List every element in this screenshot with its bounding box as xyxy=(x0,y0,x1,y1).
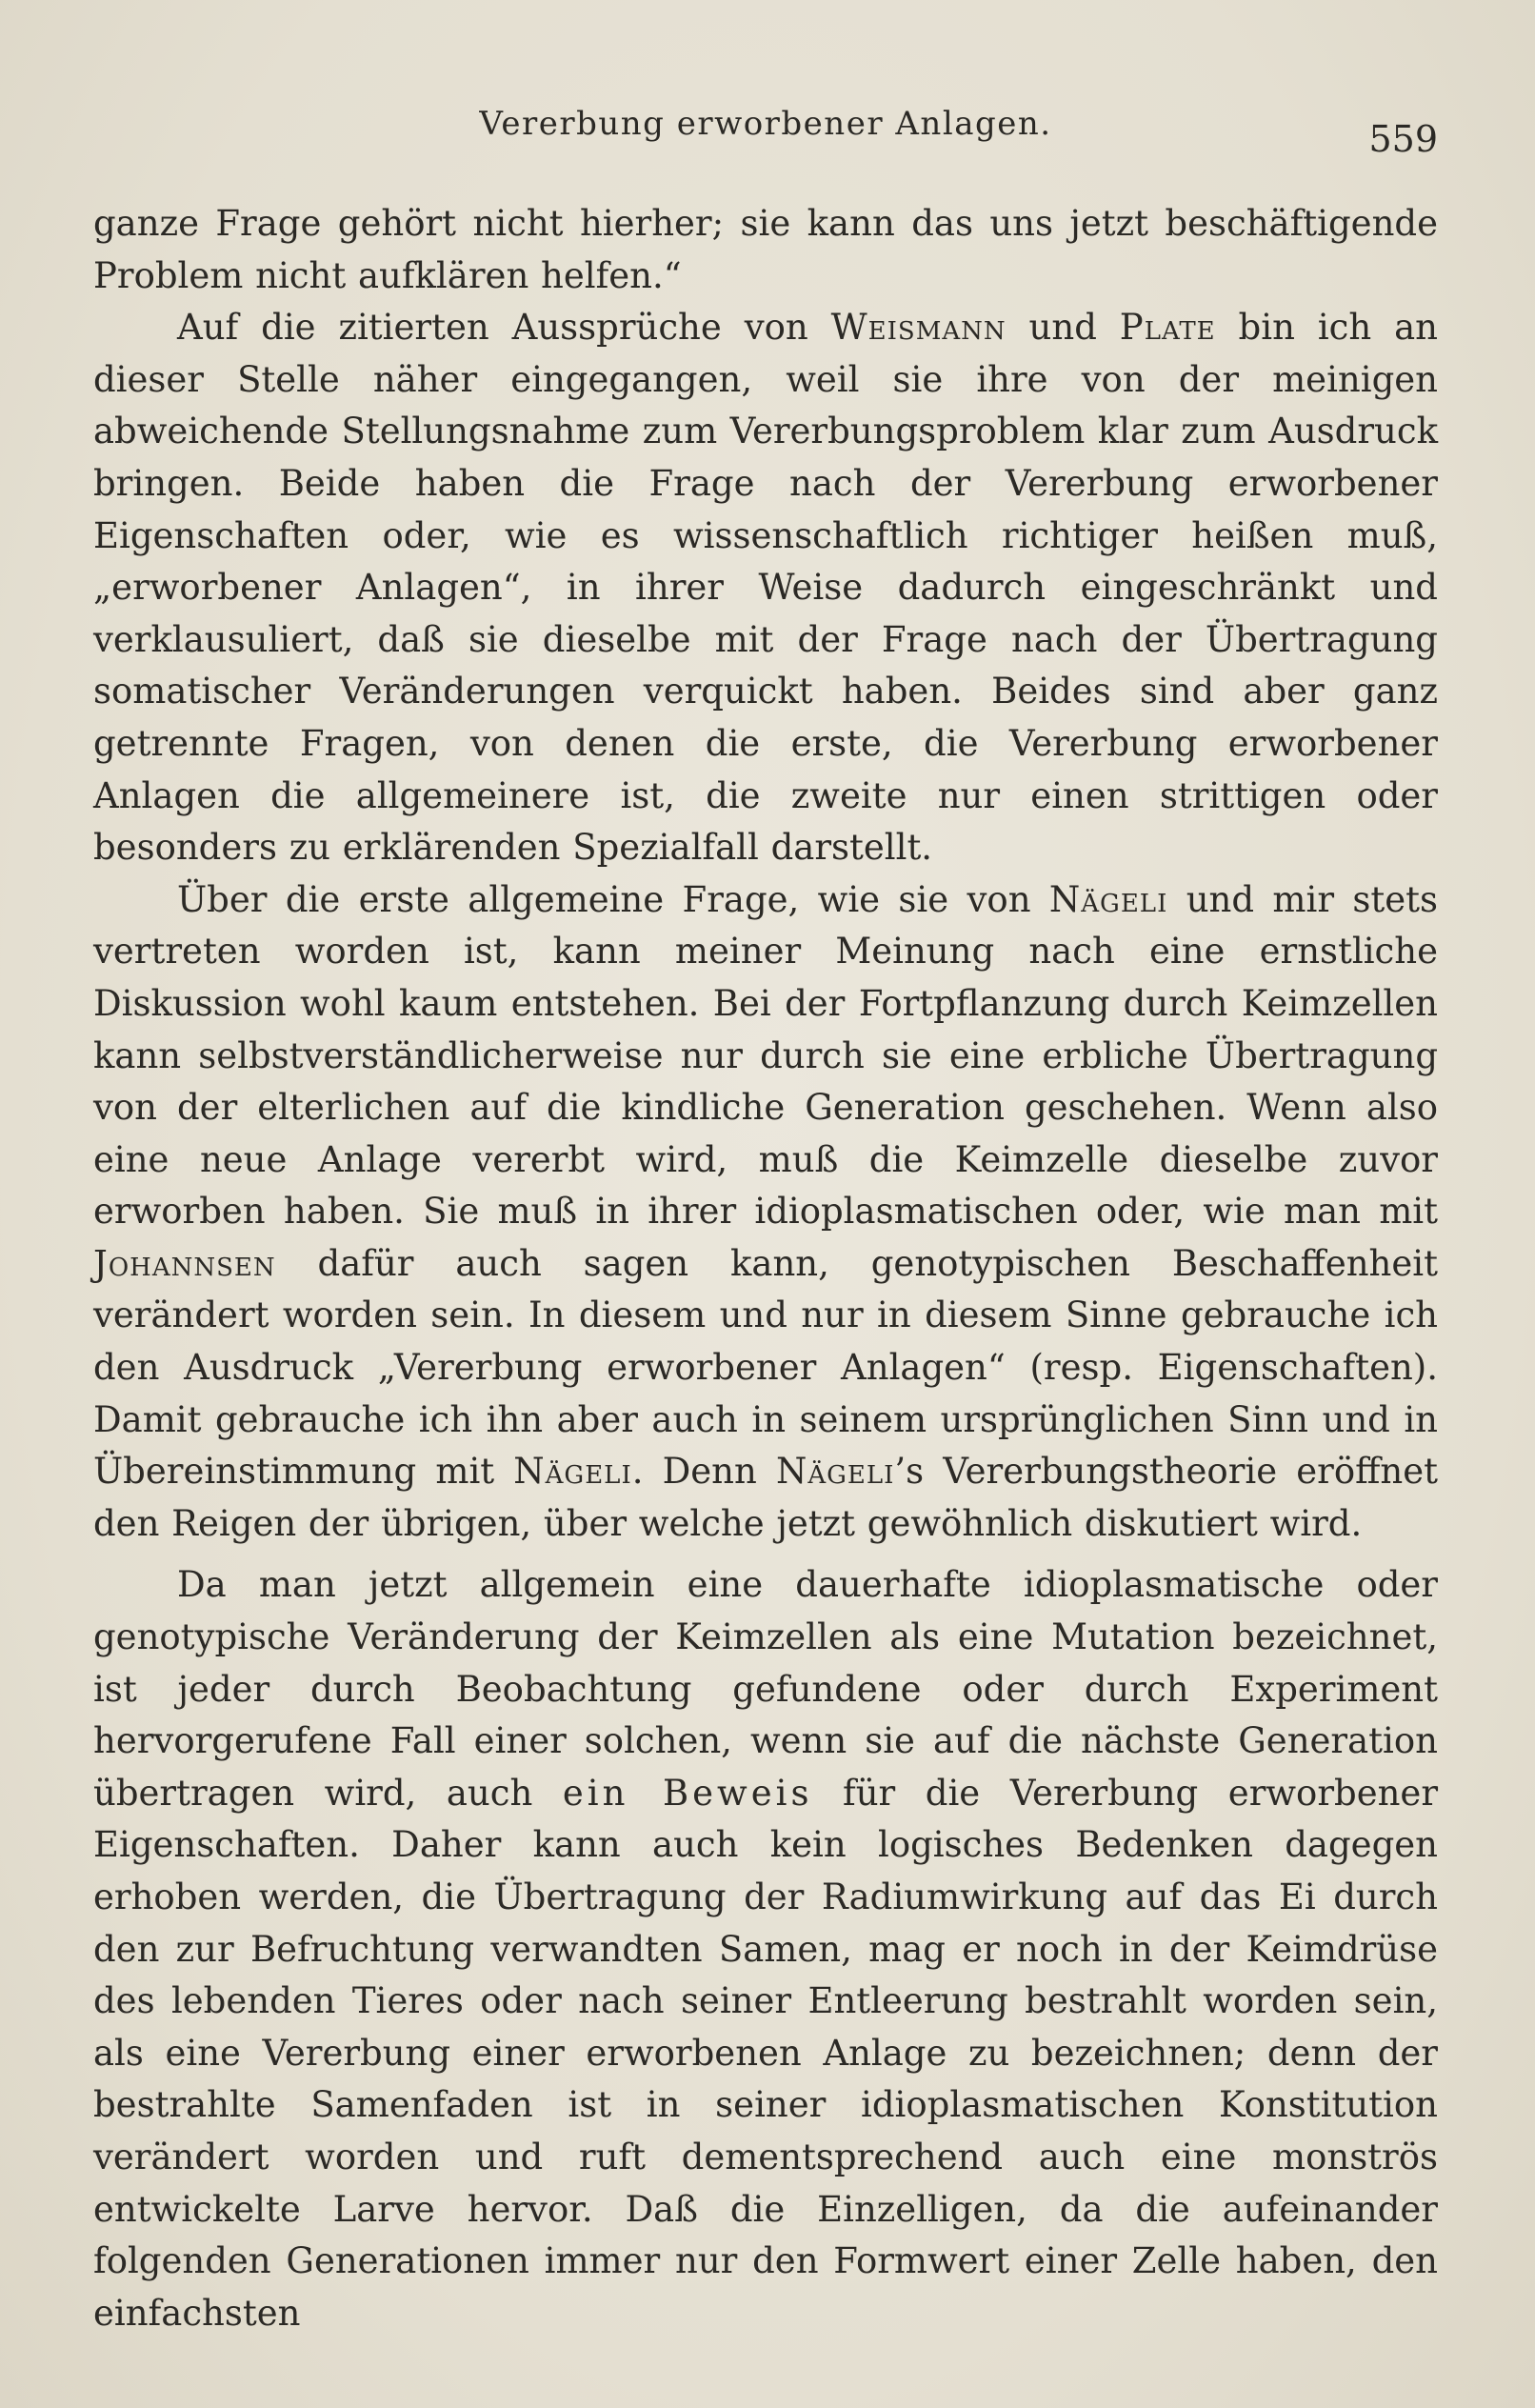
author-name: Nägeli xyxy=(1048,878,1168,920)
author-name: Plate xyxy=(1119,307,1216,349)
text-segment: ’s Vererbungstheorie eröffnet den Reigen der übrigen, über welche jetzt gewöhnlich diskutiert wird. xyxy=(93,1451,1438,1544)
text-segment: Über die erste allgemeine Frage, wie sie von xyxy=(177,878,1049,920)
paragraph xyxy=(93,198,1438,302)
running-title: Vererbung erworbener Anlagen. xyxy=(479,105,1052,143)
text-segment: bin ich an dieser Stelle näher eingegangen, weil sie ihre von der meinigen abweichende Stellungsnahme zum Vererbungsproblem klar zum Ausdruck bringen. Beide haben die Frage nach der Vererbung erworbener Eigenschaften oder, wie es wissenschaftlich richtiger heißen muß, „erworbener Anlagen“, in ihrer Weise dadurch eingeschränkt und verklausuliert, daß sie dieselbe mit der Frage nach der Übertragung somatischer Veränderungen verquickt haben. Beides sind aber ganz getrennte Fragen, von denen die erste, die Vererbung erworbener Anlagen die allgemeinere ist, die zweite nur einen strittigen oder besonders zu erklärenden Spezialfall darstellt. xyxy=(93,307,1439,869)
text-segment: Da man jetzt allgemein eine dauerhafte idioplasmatische oder genotypische Veränderung der Keimzellen als eine Mutation bezeichnet, ist jeder durch Beobachtung gefundene oder durch Experiment hervorgerufene Fall einer solchen, wenn sie auf die nächste Generation übertragen wird, auch xyxy=(93,1564,1438,1814)
emphasized-text: ein Beweis xyxy=(562,1772,813,1814)
body-text xyxy=(93,198,1438,2339)
page-header xyxy=(93,105,1438,160)
text-segment: ganze Frage gehört nicht hierher; sie kann das uns jetzt beschäftigende Problem nicht aufklären helfen.“ xyxy=(93,203,1438,296)
paragraph xyxy=(93,874,1438,1551)
text-segment: dafür auch sagen kann, genotypischen Beschaffenheit verändert worden sein. In diesem und nur in diesem Sinne gebrauche ich den Ausdruck „Vererbung erworbener Anlagen“ (resp. Eigenschaften). Damit gebrauche ich ihn aber auch in seinem ursprünglichen Sinn und in Übereinstimmung mit xyxy=(93,1242,1438,1493)
paragraph xyxy=(93,302,1438,874)
author-name: Weismann xyxy=(830,307,1007,349)
author-name: Johannsen xyxy=(93,1242,276,1284)
text-segment: für die Vererbung erworbener Eigenschaften. Daher kann auch kein logisches Bedenken dagegen erhoben werden, die Übertragung der Radiumwirkung auf das Ei durch den zur Befruchtung verwandten Samen, mag er noch in der Keimdrüse des lebenden Tieres oder nach seiner Entleerung bestrahlt worden sein, als eine Vererbung einer erworbenen Anlage zu bezeichnen; denn der bestrahlte Samenfaden ist in seiner idioplasmatischen Konstitution verändert worden und ruft dementsprechend auch eine monströs entwickelte Larve hervor. Daß die Einzelligen, da die aufeinander folgenden Generationen immer nur den Formwert einer Zelle haben, den einfachsten xyxy=(93,1772,1439,2334)
text-segment: Auf die zitierten Aussprüche von xyxy=(177,307,831,349)
paragraph xyxy=(93,1559,1438,2339)
author-name: Nägeli xyxy=(775,1451,895,1493)
text-segment: . Denn xyxy=(631,1451,776,1493)
page-number: 559 xyxy=(1368,118,1438,160)
author-name: Nägeli xyxy=(513,1451,632,1493)
text-segment: und mir stets vertreten worden ist, kann meiner Meinung nach eine ernstliche Diskussion wohl kaum entstehen. Bei der Fortpflanzung durch Keimzellen kann selbstverständlicherweise nur durch sie eine erbliche Übertragung von der elterlichen auf die kindliche Generation geschehen. Wenn also eine neue Anlage vererbt wird, muß die Keimzelle dieselbe zuvor erworben haben. Sie muß in ihrer idioplasmatischen oder, wie man mit xyxy=(93,878,1439,1233)
text-segment: und xyxy=(1006,307,1120,349)
